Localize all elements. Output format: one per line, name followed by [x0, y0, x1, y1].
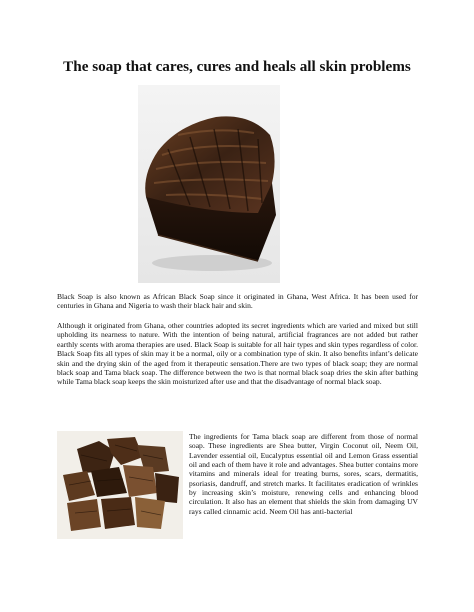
paragraph-intro: Black Soap is also known as African Black Soap since it originated in Ghana, West Africa. It has been used for centuries in Ghana and Nigeria to wash their black hair and skin. [57, 292, 418, 311]
black-soap-bar-photo [138, 85, 280, 283]
document-title: The soap that cares, cures and heals all skin problems [63, 58, 411, 75]
black-soap-chunks-photo [57, 431, 183, 539]
paragraph-origin: Although it originated from Ghana, other countries adopted its secret ingredients which are varied and mixed but still upholding its nearness to nature. With the intention of being natural, artificial fragrances are not added but rather earthly scents with aroma therapies are used. Black Soap is suitable for all hair types and skin types regardless of color. Black Soap fits all types of skin may it be a normal, oily or a combination type of skin. It also benefits infant’s delicate skin and the drying skin of the aged from it therapeutic sensation.There are two types of black soap; they are normal black soap and Tama black soap. The difference between the two is that normal black soap dries the skin after bathing while Tama black soap keeps the skin moisturized after use and that the disadvantage of normal black soap. [57, 321, 418, 387]
paragraph-tama-ingredients: The ingredients for Tama black soap are different from those of normal soap. These ingredients are Shea butter, Virgin Coconut oil, Neem Oil, Lavender essential oil, Eucalyptus essential oil and Lemon Grass essential oil and each of them have it role and advantages. Shea butter contains more vitamins and minerals ideal for treating burns, sores, scars, dermatitis, psoriasis, dandruff, and stretch marks. It facilitates eradication of wrinkles by increasing skin’s moisture, renewing cells and enhancing blood circulation. It also has an element that shields the skin from damaging UV rays called cinnamic acid. Neem Oil has anti-bacterial [189, 432, 418, 516]
